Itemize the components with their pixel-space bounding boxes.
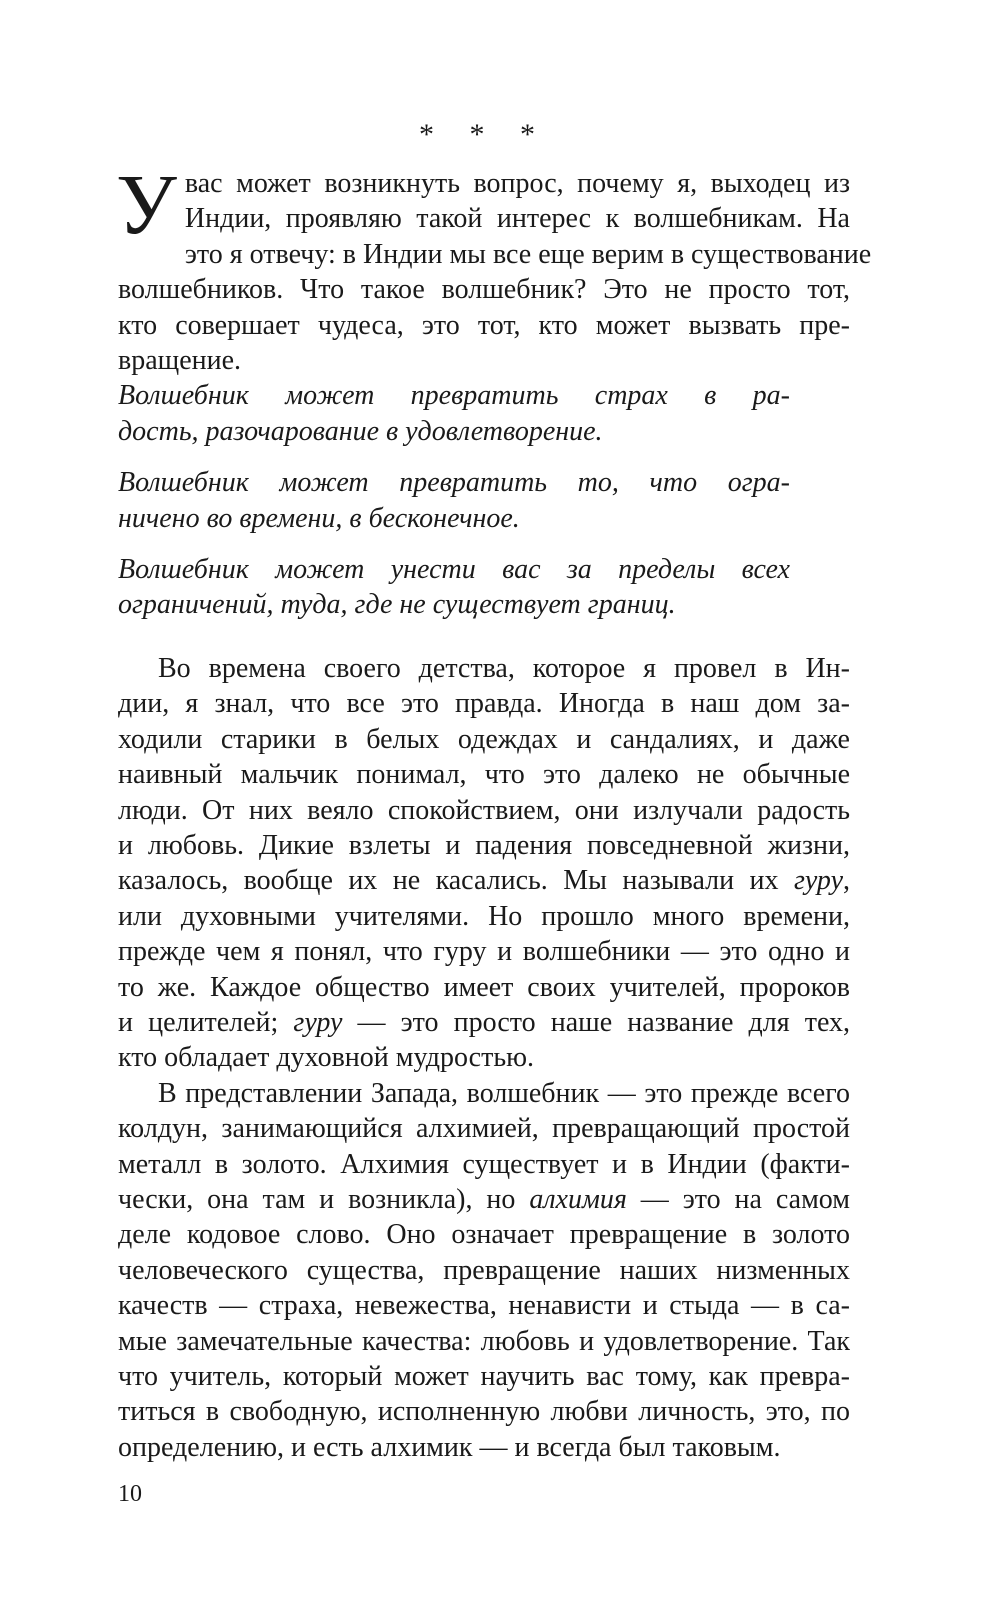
text-line: вас может возникнуть вопрос, почему я, выходец из xyxy=(184,168,850,199)
text-line: Во времена своего детства, которое я провел в Ин- xyxy=(158,652,850,684)
text-line: люди. От них веяло спокойствием, они излучали радость xyxy=(118,794,850,826)
text-line: кто обладает духовной мудростью. xyxy=(118,1042,535,1074)
text-line: вращение. xyxy=(118,345,242,377)
book-page xyxy=(116,0,872,1600)
paragraph-childhood xyxy=(118,651,850,1076)
section-separator: * * * xyxy=(419,118,549,151)
quote-1 xyxy=(118,378,790,449)
text-fragment: — это на самом xyxy=(626,1183,850,1215)
text-fragment: и целителей; xyxy=(118,1006,294,1038)
text-line: металл в золото. Алхимия существует и в Индии (факти- xyxy=(118,1148,850,1180)
text-line: прежде чем я понял, что гуру и волшебники — это одно и xyxy=(118,936,850,968)
paragraph-alchemy xyxy=(118,1076,850,1465)
text-line: волшебников. Что такое волшебник? Это не просто тот, xyxy=(118,274,850,306)
text-fragment: казалось, вообще их не касались. Мы называли их xyxy=(118,865,794,897)
text-line: качеств — страха, невежества, ненависти и стыда — в са- xyxy=(118,1290,850,1322)
text-fragment: — это просто наше название для тех, xyxy=(342,1006,850,1038)
quote-line: Волшебник может превратить то, что огра- xyxy=(118,467,790,499)
text-fragment: чески, она там и возникла), но xyxy=(118,1183,530,1215)
quote-line: ничено во времени, в бесконечное. xyxy=(118,502,520,534)
text-line: и любовь. Дикие взлеты и падения повседневной жизни, xyxy=(118,829,850,861)
text-line: что учитель, который может научить вас тому, как превра- xyxy=(118,1361,850,1392)
text-line: человеческого существа, превращение наших низменных xyxy=(118,1254,850,1286)
text-line xyxy=(118,1005,850,1040)
body-text xyxy=(116,156,872,1465)
text-line: деле кодовое слово. Оно означает превращение в золото xyxy=(118,1219,850,1251)
drop-cap: У xyxy=(116,156,177,252)
page-number: 10 xyxy=(118,1481,142,1507)
text-line: титься в свободную, исполненную любви личность, это, по xyxy=(118,1396,850,1428)
text-line: определению, и есть алхимик — и всегда был таковым. xyxy=(118,1431,781,1463)
emphasis-guru: гуру xyxy=(293,1006,343,1038)
text-line xyxy=(118,1182,850,1217)
emphasis-alchemy: алхимия xyxy=(529,1183,627,1215)
text-line: или духовными учителями. Но прошло много времени, xyxy=(118,900,850,932)
text-line: Индии, проявляю такой интерес к волшебникам. На xyxy=(184,203,850,235)
text-line: колдун, занимающийся алхимией, превращающий простой xyxy=(118,1113,850,1145)
text-line: мые замечательные качества: любовь и удовлетворение. Так xyxy=(118,1325,850,1357)
text-line: то же. Каждое общество имеет своих учителей, пророков xyxy=(118,971,850,1003)
text-fragment: , xyxy=(843,865,850,897)
paragraph-intro xyxy=(116,156,872,378)
text-line: дии, я знал, что все это правда. Иногда в наш дом за- xyxy=(118,688,850,720)
quote-line: дость, разочарование в удовлетворение. xyxy=(118,415,603,447)
quote-line: Волшебник может унести вас за пределы всех xyxy=(118,554,790,586)
text-line: наивный мальчик понимал, что это далеко не обычные xyxy=(118,759,850,791)
quote-line: Волшебник может превратить страх в ра- xyxy=(118,380,790,412)
emphasis-guru: гуру xyxy=(793,865,843,897)
quote-line: ограничений, туда, где не существует границ. xyxy=(118,589,676,621)
text-line: это я отвечу: в Индии мы все еще верим в существование xyxy=(184,238,872,270)
text-line: В представлении Запада, волшебник — это прежде всего xyxy=(158,1077,850,1109)
text-line: кто совершает чудеса, это тот, кто может вызвать пре- xyxy=(118,309,850,341)
text-line: ходили старики в белых одеждах и сандалиях, и даже xyxy=(118,723,850,755)
text-line xyxy=(118,863,850,898)
quote-2 xyxy=(118,465,790,536)
quote-3 xyxy=(118,552,790,623)
